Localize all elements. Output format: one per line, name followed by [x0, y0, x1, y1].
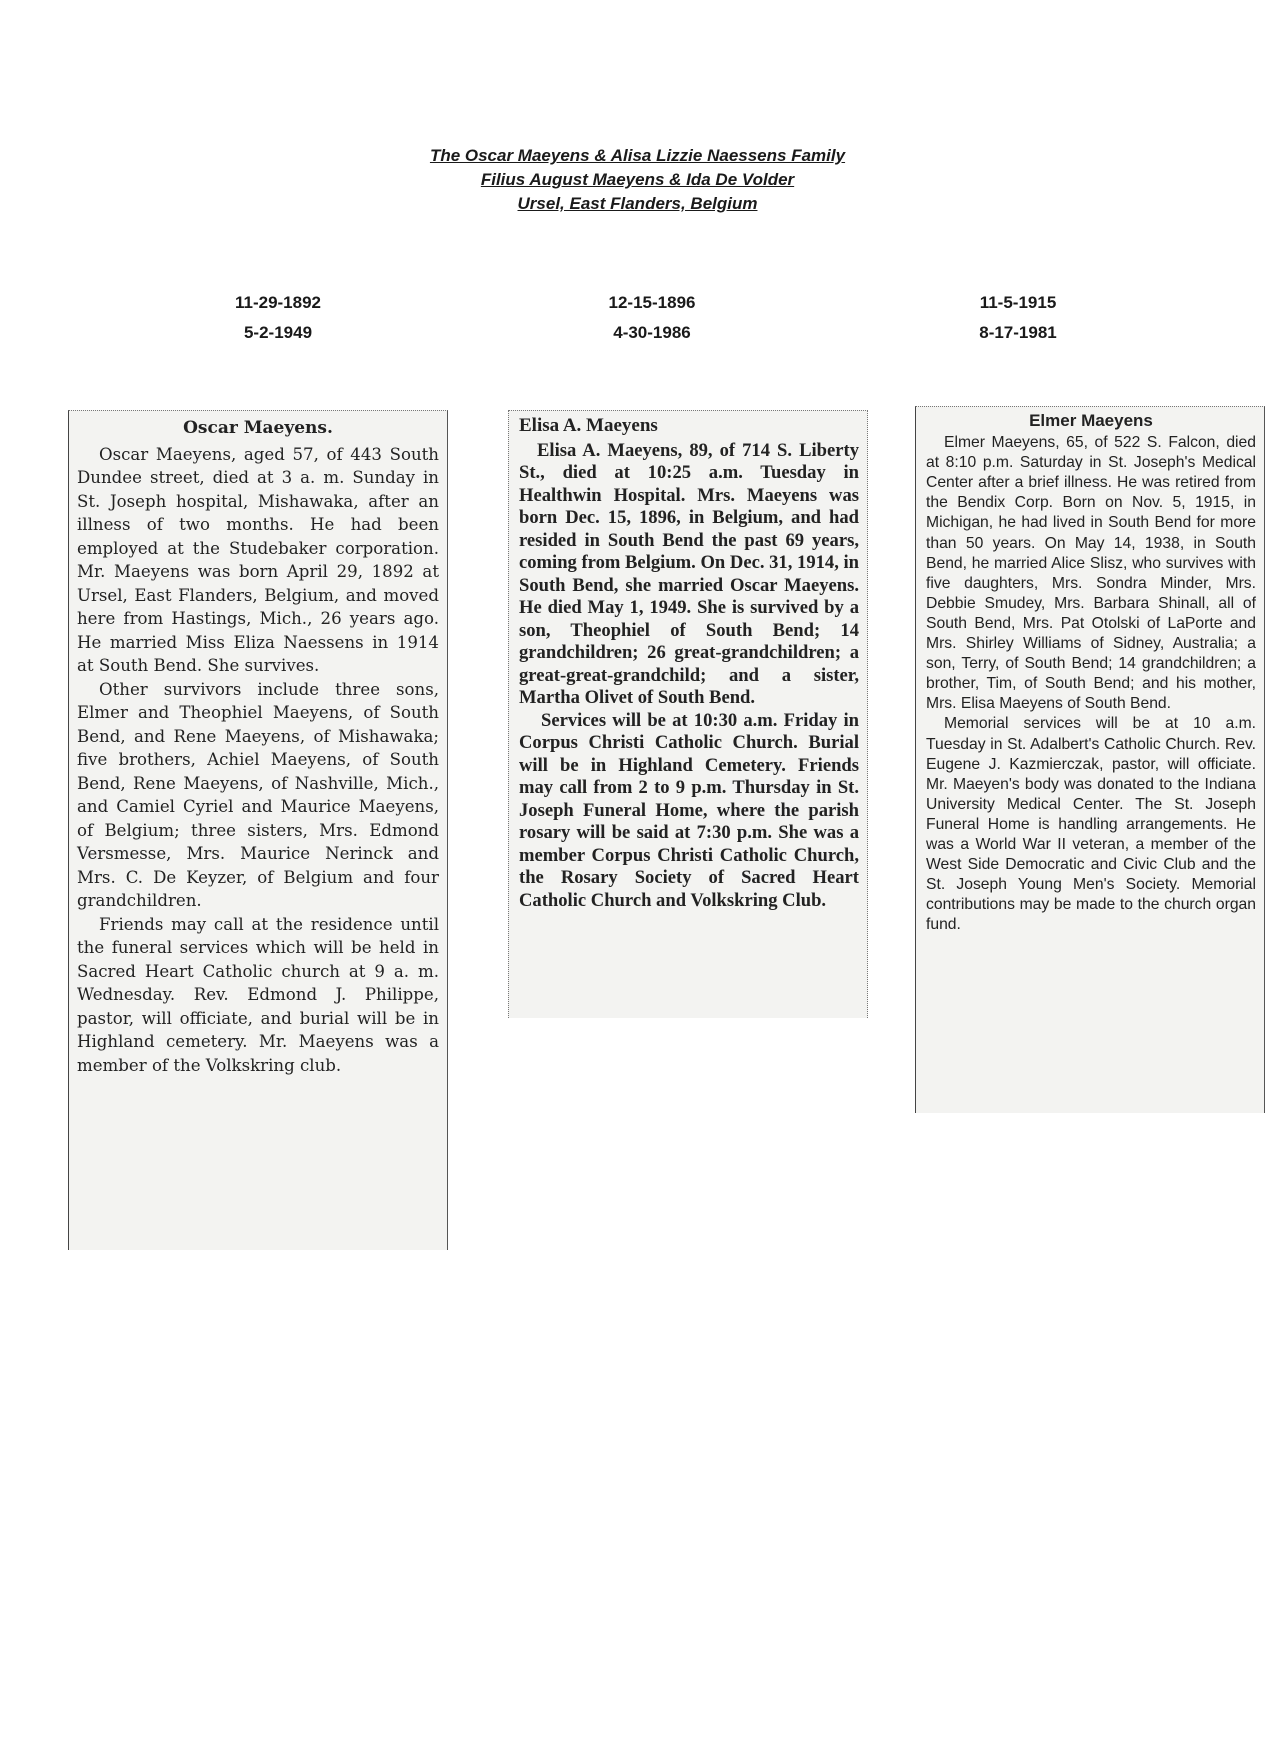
dates-elmer [908, 288, 1128, 348]
death-date: 4-30-1986 [613, 323, 691, 342]
dates-oscar [168, 288, 388, 348]
obituary-paragraph: Friends may call at the residence until the funeral services which will be held in Sacred Heart Catholic church at 9 a. m. Wednesday. Rev. Edmond J. Philippe, pastor, will officiate, and burial will be in Highland cemetery. Mr. Maeyens was a member of the Volkskring club. [77, 914, 439, 1075]
obituary-paragraph: Other survivors include three sons, Elmer and Theophiel Maeyens, of South Bend, and Rene Maeyens, of Mishawaka; five brothers, Achiel Maeyens, of South Bend, Rene Maeyens, of Nashville, Mich., and Camiel Cyriel and Maurice Maeyens, of Belgium; three sisters, Mrs. Edmond Versmesse, Mrs. Maurice Nerinck and Mrs. C. De Keyzer, of Belgium and four grandchildren. [77, 679, 439, 910]
obituary-paragraph: Services will be at 10:30 a.m. Friday in Corpus Christi Catholic Church. Burial will be in Highland Cemetery. Friends may call from 2 to 9 p.m. Thursday in St. Joseph Funeral Home, where the parish rosary will be said at 7:30 p.m. She was a member Corpus Christi Catholic Church, the Rosary Society of Sacred Heart Catholic Church and Volkskring Club. [519, 709, 859, 911]
origin-line: Ursel, East Flanders, Belgium [517, 194, 758, 213]
death-date: 8-17-1981 [979, 323, 1057, 342]
obituary-clipping-elisa [508, 410, 868, 1018]
obituary-title: Elisa A. Maeyens [519, 415, 658, 436]
obituary-title: Elmer Maeyens [1029, 411, 1153, 430]
birth-date: 11-29-1892 [234, 293, 322, 312]
parents-line: Filius August Maeyens & Ida De Volder [480, 170, 795, 189]
birth-date: 12-15-1896 [608, 293, 696, 312]
obituary-paragraph: Memorial services will be at 10 a.m. Tuesday in St. Adalbert's Catholic Church. Rev. Eugene J. Kazmierczak, pastor, will officiate. Mr. Maeyen's body was donated to the Indiana University Medical Center. The St. Joseph Funeral Home is handling arrangements. He was a World War II veteran, a member of the West Side Democratic and Civic Club and the St. Joseph Young Men's Society. Memorial contributions may be made to the church organ fund. [926, 715, 1256, 934]
obituary-clipping-oscar [68, 410, 448, 1250]
obituary-clipping-elmer [915, 406, 1265, 1113]
family-title: The Oscar Maeyens & Alisa Lizzie Naessens Family [429, 146, 846, 165]
birth-date: 11-5-1915 [979, 293, 1057, 312]
obituary-title: Oscar Maeyens. [183, 418, 333, 438]
document-header [0, 144, 1275, 216]
obituary-paragraph: Elisa A. Maeyens, 89, of 714 S. Liberty St., died at 10:25 a.m. Tuesday in Healthwin Hospital. Mrs. Maeyens was born Dec. 15, 1896, in Belgium, and had resided in South Bend the past 69 years, coming from Belgium. On Dec. 31, 1914, in South Bend, she married Oscar Maeyens. He died May 1, 1949. She is survived by a son, Theophiel of South Bend; 14 grandchildren; 26 great-grandchildren; a great-great-grandchild; and a sister, Martha Olivet of South Bend. [519, 439, 860, 708]
obituary-paragraph: Elmer Maeyens, 65, of 522 S. Falcon, died at 8:10 p.m. Saturday in St. Joseph's Medical Center after a brief illness. He was retired from the Bendix Corp. Born on Nov. 5, 1915, in Michigan, he had lived in South Bend for more than 50 years. On May 14, 1938, in South Bend, he married Alice Slisz, who survives with five daughters, Mrs. Sondra Minder, Mrs. Debbie Smudey, Mrs. Barbara Shinall, all of South Bend, Mrs. Pat Otolski of LaPorte and Mrs. Shirley Williams of Sidney, Australia; a son, Terry, of South Bend; 14 grandchildren; a brother, Tim, of South Bend; and his mother, Mrs. Elisa Maeyens of South Bend. [926, 434, 1256, 713]
dates-elisa [542, 288, 762, 348]
death-date: 5-2-1949 [243, 323, 313, 342]
obituary-paragraph: Oscar Maeyens, aged 57, of 443 South Dundee street, died at 3 a. m. Sunday in St. Joseph hospital, Mishawaka, after an illness of two months. He had been employed at the Studebaker corporation. Mr. Maeyens was born April 29, 1892 at Ursel, East Flanders, Belgium, and moved here from Hastings, Mich., 26 years ago. He married Miss Eliza Naessens in 1914 at South Bend. She survives. [77, 444, 439, 675]
